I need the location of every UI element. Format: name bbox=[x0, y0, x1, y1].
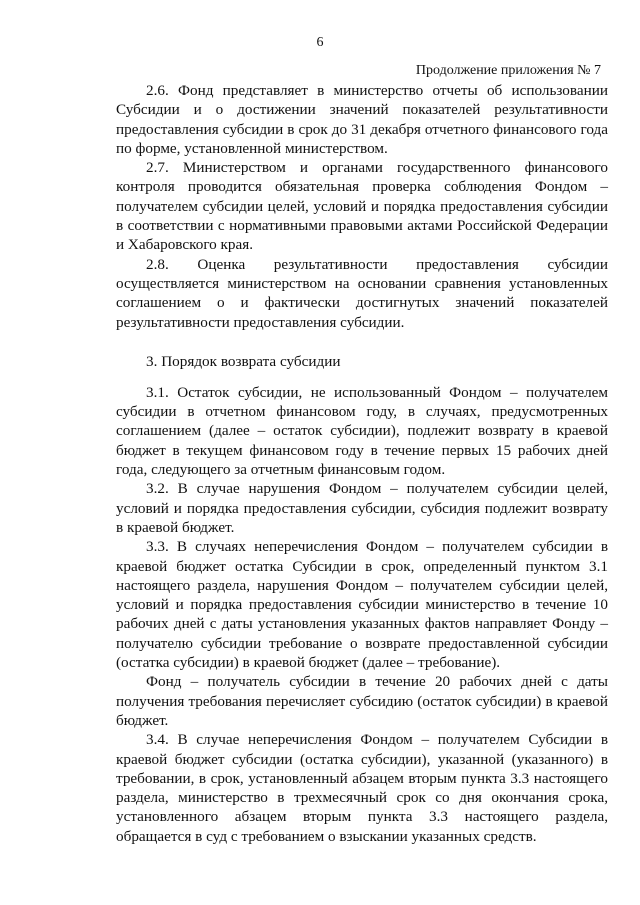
paragraph-2-8: 2.8. Оценка результативности предоставления субсидии осуществляется министерством на основании сравнения установленных соглашением о и фактически достигнутых значений показателей результативности предоставления субсидии. bbox=[116, 255, 608, 331]
appendix-continuation-note: Продолжение приложения № 7 bbox=[415, 63, 601, 78]
paragraph-3-4: 3.4. В случае неперечисления Фондом – получателем Субсидии в краевой бюджет субсидии (остатка субсидии), указанной (указанного) в требовании, в срок, установленный абзацем вторым пункта 3.3 настоящего раздела, министерство в трехмесячный срок со дня окончания срока, установленного абзацем вторым пункта 3.3 настоящего раздела, обращается в суд с требованием о взыскании указанных средств. bbox=[116, 731, 608, 845]
paragraph-3-3-second: Фонд – получатель субсидии в течение 20 рабочих дней с даты получения требования перечисляет субсидию (остаток субсидии) в краевой бюджет. bbox=[116, 673, 608, 729]
section-heading-3: 3. Порядок возврата субсидии bbox=[146, 352, 341, 370]
paragraph-2-7: 2.7. Министерством и органами государственного финансового контроля проводится обязательная проверка соблюдения Фондом – получателем субсидии целей, условий и порядка предоставления субсидии в соответствии с нормативными правовыми актами Российской Федерации и Хабаровского края. bbox=[116, 159, 608, 254]
page-number: 6 bbox=[316, 35, 324, 50]
paragraph-3-2: 3.2. В случае нарушения Фондом – получателем субсидии целей, условий и порядка предоставления субсидии, субсидия подлежит возврату в краевой бюджет. bbox=[116, 480, 608, 536]
paragraph-3-1: 3.1. Остаток субсидии, не использованный Фондом – получателем субсидии в отчетном финансовом году, в случаях, предусмотренных соглашением (далее – остаток субсидии), подлежит возврату в краевой бюджет в текущем финансовом году в течение первых 15 рабочих дней года, следующего за отчетным финансовым годом. bbox=[116, 383, 608, 479]
section-3-body bbox=[116, 383, 608, 846]
paragraph-3-3: 3.3. В случаях неперечисления Фондом – получателем субсидии в краевой бюджет остатка Субсидии в срок, определенный пунктом 3.1 настоящего раздела, нарушения Фондом – получателем субсидии целей, условий и порядка предоставления субсидии министерство в течение 10 рабочих дней с даты установления указанных фактов направляет Фонду – получателю субсидии требование о возврате предоставленной субсидии (остатка субсидии) в краевой бюджет (далее – требование). bbox=[116, 538, 608, 672]
paragraph-2-6: 2.6. Фонд представляет в министерство отчеты об использовании Субсидии и о достижении значений показателей результативности предоставления субсидии в срок до 31 декабря отчетного финансового года по форме, установленной министерством. bbox=[116, 82, 608, 157]
document-body bbox=[116, 81, 608, 846]
